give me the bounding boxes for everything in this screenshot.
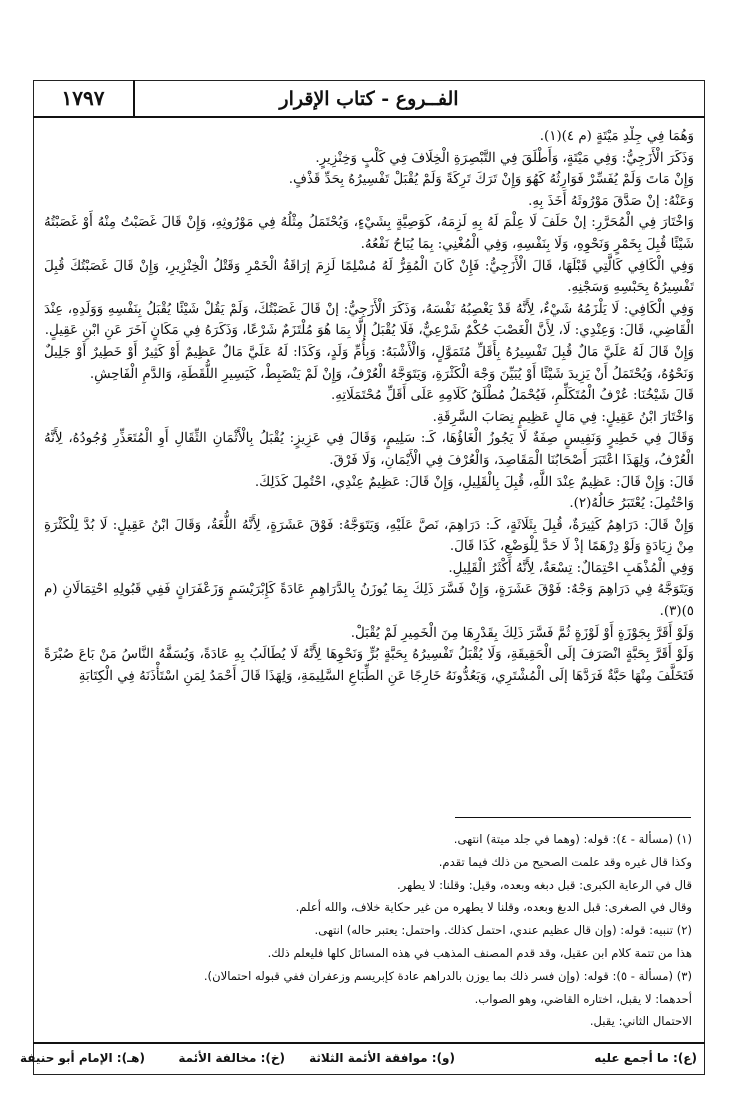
paragraph: وَلَوْ أَقَرَّ بِحَبَّةٍ انْصَرَفَ إلَى الْحَقِيقَةِ، وَلَا يُقْبَلُ تَفْسِيرُهُ بِحَبَّةٍ بُرٍّ وَنَحْوِهَا لِأَنَّهُ لَا يُطَالَبُ بِهِ عَادَةً، وَيُسَفَّهُ النَّاسُ مَنْ بَاعَ صُبْرَةً فَتَخَلَّفَ مِنْهَا حَبَّةٌ فَرَدَّهَا إلَى الْمُشْتَرِي، وَيَعُدُّونَهُ خَارِجًا عَنِ الطِّبَاعِ السَّلِيمَةِ، وَلِهَذَا قَالَ أَحْمَدُ لِمَنِ اسْتَأْذَنَهُ فِي الْكِتَابَةِ	[44, 647, 694, 684]
main-text	[44, 126, 694, 796]
paragraph: وَاخْتَارَ ابْنُ عَقِيلٍ: فِي مَالٍ عَظِيمٍ نِصَابَ السَّرِقَةِ.	[432, 409, 694, 425]
paragraph: وَيَتَوَجَّهُ فِي دَرَاهِمَ وَجْهٌ: فَوْقَ عَشَرَةٍ، وَإِنْ فَسَّرَ ذَلِكَ بِمَا يُوزَنُ بِالدَّرَاهِمِ عَادَةً كَإِبْرَيْسَمٍ وَزَعْفَرَانٍ فَفِي قَبُولِهِ احْتِمَالَانِ (م ٥)(٣).	[44, 582, 694, 620]
footnote-line: هذا من تتمة كلام ابن عقيل، وقد قدم المصنف المذهب في هذه المسائل كلها فليعلم ذلك.	[267, 945, 692, 960]
paragraph: وَإِنْ قَالَ لَهُ عَلَيَّ مَالٌ قُبِلَ تَفْسِيرُهُ بِأَقَلِّ مُتَمَوَّلٍ، وَالْأَشْبَهُ: وَبِأُمِّ وَلَدٍ، وَكَذَا: لَهُ عَلَيَّ مَالٌ عَظِيمٌ أَوْ كَثِيرٌ أَوْ خَطِيرٌ أَوْ جَلِيلٌ وَنَحْوُهُ، وَيُحْتَمَلُ أَنْ يَزِيدَ شَيْئًا أَوْ يُبَيِّنَ وَجْهَ الْكَثْرَةِ، وَيَتَوَجَّهُ الْعُرْفُ، وَإِنْ لَمْ يَنْضَبِطْ، كَيَسِيرِ اللُّقَطَةِ، وَالدَّمِ الْفَاحِشِ.	[44, 344, 694, 382]
page-number: ١٧٩٧	[33, 80, 135, 116]
footnote-line: الاحتمال الثاني: يقبل.	[589, 1014, 692, 1029]
footnote-line: أحدهما: لا يقبل، اختاره القاضي، وهو الصواب.	[474, 991, 692, 1006]
paragraph: وَفِي الْمُذْهَبِ احْتِمَالٌ: تِسْعَةٌ، لِأَنَّهُ أَكْثَرُ الْقَلِيلِ.	[448, 560, 694, 576]
paragraph: قَالَ شَيْخُنَا: عُرْفُ الْمُتَكَلِّمِ، فَيُحْمَلُ مُطْلَقُ كَلَامِهِ عَلَى أَقَلِّ مُحْتَمَلَاتِهِ.	[331, 388, 694, 404]
legend-item: (و): موافقة الأئمة الثلاثة	[309, 1051, 455, 1065]
footnote-line: (٣) (مسألة - ٥): قوله: (وإن فسر ذلك بما يوزن بالدراهم عادة كإبريسم وزعفران ففي قبوله احتمالان).	[203, 968, 692, 983]
paragraph: وَفِي الْكَافِي كَالَّتِي قَبْلَهَا، قَالَ الْأَزَجِيُّ: فَإِنْ كَانَ الْمُقِرُّ لَهُ مُسْلِمًا لَزِمَ إرَاقَةُ الْخَمْرِ وَقَتْلُ الْخِنْزِيرِ، وَإِنْ قَالَ غَصَبْتُكَ قُبِلَ تَفْسِيرُهُ بِحَبْسِهِ وَسَجْنِهِ.	[44, 258, 694, 296]
paragraph: وَعَنْهُ: إنْ صَدَّقَ مَوْرُوثَهُ أَخَذَ بِهِ.	[528, 193, 694, 209]
paragraph: وَإِنْ مَاتَ وَلَمْ يُفَسِّرْ فَوَارِثُهُ كَهُوَ وَإِنْ تَرَكَ تَرِكَةً وَلَمْ يُقْبَلْ تَفْسِيرُهُ بِحَدِّ قَذْفٍ.	[288, 172, 694, 188]
paragraph: قَالَ: وَإِنْ قَالَ: عَظِيمٌ عِنْدَ اللَّهِ، قُبِلَ بِالْقَلِيلِ، وَإِنْ قَالَ: عَظِيمٌ عِنْدِي، احْتُمِلَ كَذَلِكَ.	[254, 474, 694, 490]
paragraph: وَفِي الْكَافِي: لَا يَلْزَمُهُ شَيْءٌ، لِأَنَّهُ قَدْ يَغْصِبُهُ نَفْسَهُ، وَذَكَرَ الْأَزَجِيُّ: إنْ قَالَ غَصَبْتُكَ، وَلَمْ يَقُلْ شَيْئًا يُقْبَلُ بِنَفْسِهِ وَوَلَدِهِ، عِنْدَ الْقَاضِي، قَالَ: وَعِنْدِي: لَا، لِأَنَّ الْغَصْبَ حُكْمٌ شَرْعِيٌّ، فَلَا يُقْبَلُ إلَّا بِمَا هُوَ مُلْتَزَمٌ شَرْعًا، وَذَكَرَهُ فِي مَكَانٍ آخَرَ عَنِ ابْنِ عَقِيلٍ.	[44, 301, 694, 339]
paragraph: وَإِنْ قَالَ: دَرَاهِمُ كَثِيرَةٌ، قُبِلَ بِثَلَاثَةٍ، كَـ: دَرَاهِمَ، نَصَّ عَلَيْهِ، وَيَتَوَجَّهُ: فَوْقَ عَشَرَةٍ، لِأَنَّهُ اللُّغَةُ، وَقَالَ ابْنُ عَقِيلٍ: لَا بُدَّ لِلْكَثْرَةِ مِنْ زِيَادَةٍ وَلَوْ دِرْهَمًا إذْ لَا حَدَّ لِلْوَضْعِ، كَذَا قَالَ.	[44, 517, 694, 555]
footnote-line: قال في الرعاية الكبرى: قبل دبغه وبعده، وقيل: وقلنا: لا يطهر.	[397, 877, 692, 892]
legend-item: (خ): مخالفة الأئمة	[178, 1051, 285, 1065]
legend-item: (ع): ما أجمع عليه	[594, 1051, 697, 1065]
running-title: الفــروع - كتاب الإقرار	[279, 88, 459, 110]
footnote-line: (١) (مسألة - ٤): قوله: (وهما في جلد ميتة) انتهى.	[453, 832, 692, 846]
paragraph: وَقَالَ فِي خَطِيرٍ وَنَفِيسٍ صِفَةٌ لَا يَجُوزُ الْغَاؤُهَا، كَـ: سَلِيمٍ، وَقَالَ فِي عَزِيزٍ: يُقْبَلُ بِالْأَثْمَانِ الثِّقَالِ أَوِ الْمُتَعَذِّرِ وُجُودُهُ، لِأَنَّهُ الْعُرْفُ، وَلِهَذَا اعْتَبَرَ أَصْحَابُنَا الْمَقَاصِدَ، وَالْعُرْفَ فِي الْأَيْمَانِ، وَلَا فَرْقَ.	[44, 431, 694, 468]
page-footer	[19, 1042, 705, 1074]
paragraph: وَاخْتَارَ فِي الْمُحَرَّرِ: إنْ حَلَفَ لَا عِلْمَ لَهُ بِهِ لَزِمَهُ، كَوَصِيَّةٍ بِشَيْءٍ، وَيُحْتَمَلُ مِثْلُهُ فِي مَوْرُوثِهِ، وَإِنْ قَالَ غَصَبْتُ مِنْهُ أَوْ غَصَبْتُهُ شَيْئًا قُبِلَ بِخَمْرٍ وَنَحْوِهِ، وَلَا بِنَفْسِهِ، وَفِي الْمُغْنِي: بِمَا يُبَاحُ نَفْعُهُ.	[44, 215, 694, 252]
legend-item: (هـ): الإمام أبو حنيفة	[19, 1051, 145, 1065]
header-divider	[33, 116, 705, 118]
footnote-line: وكذا قال غيره وقد علمت الصحيح من ذلك فيما تقدم.	[438, 854, 692, 869]
paragraph: وَذَكَرَ الْأَزَجِيُّ: وَفِي مَيْتَةٍ، وَأَطْلَقَ فِي التَّبْصِرَةِ الْخِلَافَ فِي كَلْبٍ وَخِنْزِيرٍ.	[315, 150, 694, 166]
footnote-line: وقال في الصغرى: قبل الدبغ وبعده، وقلنا لا يطهره من غير حكاية خلاف، والله أعلم.	[295, 900, 692, 915]
paragraph: وَلَوْ أَقَرَّ بِجَوْزَةٍ أَوْ لَوْزَةٍ ثُمَّ فَسَّرَ ذَلِكَ بِقَدْرِهَا مِنَ الْخَمِيرِ لَمْ يُقْبَلْ.	[350, 625, 694, 641]
paragraph: وَاحْتُمِلَ: يُعْتَبَرُ حَالُهُ(٢).	[569, 496, 694, 512]
page-header	[33, 80, 705, 118]
footnotes	[50, 828, 692, 1040]
footnote-line: (٢) تنبيه: قوله: (وإن قال عظيم عندي، احتمل كذلك. واحتمل: يعتبر حاله) انتهى.	[314, 923, 692, 938]
paragraph: وَهُمَا فِي جِلْدِ مَيْتَةٍ (م ٤)(١).	[539, 129, 694, 144]
footnote-separator	[455, 817, 691, 818]
